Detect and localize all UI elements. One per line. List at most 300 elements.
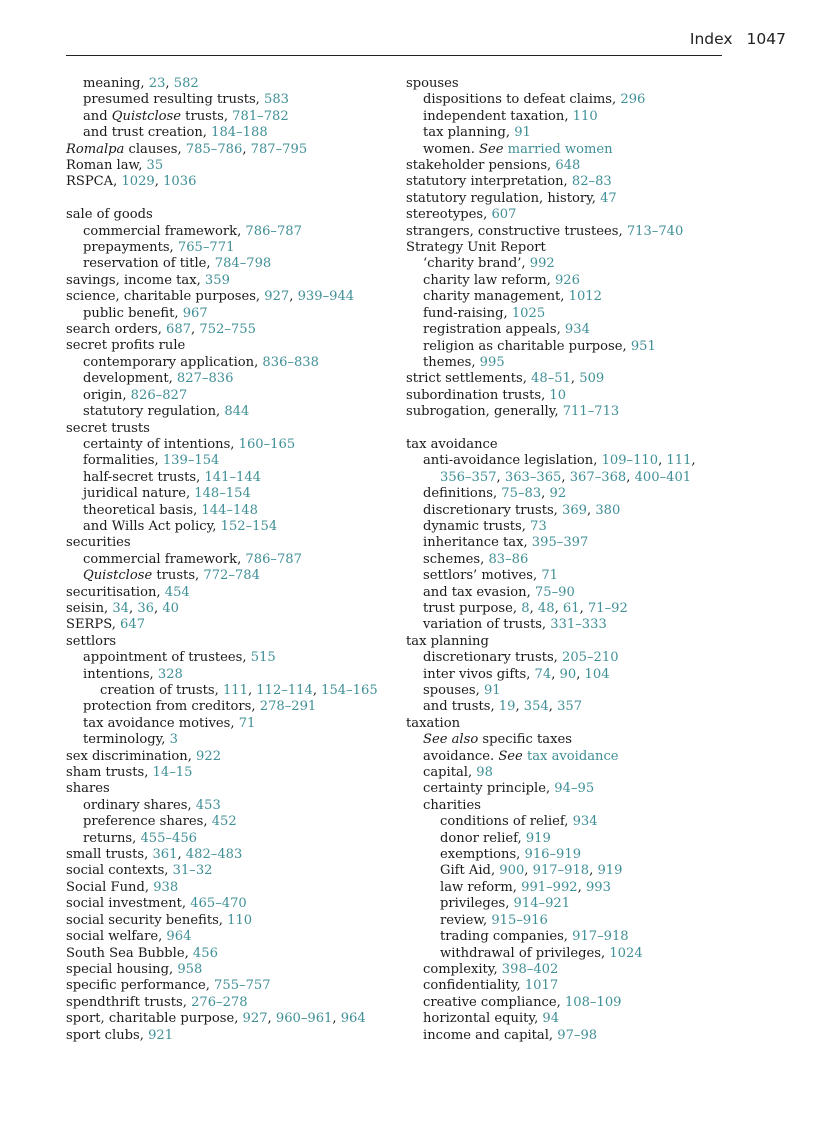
index-subentry (406, 749, 736, 765)
page-reference-link[interactable]: 1017 (524, 978, 559, 994)
page-reference-link[interactable]: 934 (572, 814, 598, 830)
page-reference-link[interactable]: 31–32 (172, 863, 213, 879)
page-reference-link[interactable]: 148–154 (194, 486, 251, 502)
running-head (690, 30, 786, 48)
page-reference-link[interactable]: 361 (152, 847, 178, 863)
page-reference-link[interactable]: 967 (182, 305, 208, 321)
entry-text: science, charitable purposes, (66, 289, 265, 305)
entry-text: , (554, 600, 563, 616)
entry-text: inter vivos gifts, (423, 666, 535, 682)
page-reference-link[interactable]: 367–368 (569, 469, 627, 485)
page-reference-link[interactable]: 951 (630, 338, 656, 354)
page-reference-link[interactable]: 583 (264, 92, 290, 108)
page-reference-link[interactable]: 992 (529, 256, 555, 272)
page-reference-link[interactable]: 94–95 (554, 781, 595, 797)
index-subentry (406, 880, 736, 896)
index-subentry (406, 765, 736, 781)
index-subentry (406, 913, 736, 929)
entry-text: secret trusts (66, 420, 150, 436)
page-reference-link[interactable]: 357 (557, 699, 583, 715)
entry-text: shares (66, 781, 110, 797)
index-subentry (66, 437, 396, 453)
page-reference-link[interactable]: 92 (549, 486, 567, 502)
index-subentry (66, 355, 396, 371)
page-reference-link[interactable]: 205–210 (562, 650, 619, 666)
page-reference-link[interactable]: 919 (597, 863, 623, 879)
entry-text: , (247, 683, 257, 699)
entry-text: clauses, (124, 141, 186, 157)
page-reference-link[interactable]: 154–165 (321, 683, 378, 699)
page-reference-link[interactable]: 47 (600, 190, 617, 206)
index-entry (66, 207, 396, 223)
page-reference-link[interactable]: 465–470 (190, 896, 247, 912)
index-subentry (406, 470, 736, 486)
page-reference-link[interactable]: 395–397 (531, 535, 589, 551)
page-reference-link[interactable]: 455–456 (140, 830, 197, 846)
page-reference-link[interactable]: 755–757 (214, 978, 271, 994)
page-reference-link[interactable]: 110 (572, 108, 598, 124)
index-subentry (406, 617, 736, 633)
page-reference-link[interactable]: 939–944 (297, 289, 355, 305)
entry-text: appointment of trustees, (83, 650, 251, 666)
page-reference-link[interactable]: 109–110 (601, 453, 659, 469)
page-reference-link[interactable]: 400–401 (634, 469, 692, 485)
page-reference-link[interactable]: 711–713 (562, 404, 620, 420)
page-reference-link[interactable]: 687 (166, 322, 192, 338)
entry-text: capital, (423, 765, 477, 781)
page-reference-link[interactable]: 927 (242, 1011, 268, 1027)
page-reference-link[interactable]: 607 (491, 207, 517, 223)
page-reference-link[interactable]: married women (507, 141, 613, 157)
entry-text: protection from creditors, (83, 699, 260, 715)
page-reference-link[interactable]: 713–740 (626, 223, 684, 239)
entry-text: savings, income tax, (66, 272, 205, 288)
index-subentry (406, 355, 736, 371)
index-entry (66, 847, 396, 863)
entry-text: , (529, 600, 538, 616)
entry-text: small trusts, (66, 847, 153, 863)
entry-text: special housing, (66, 961, 178, 977)
page-reference-link[interactable]: 97–98 (557, 1027, 598, 1043)
page-reference-link[interactable]: 784–798 (214, 256, 272, 272)
entry-text: half-secret trusts, (83, 469, 205, 485)
page-reference-link[interactable]: 1024 (609, 945, 643, 961)
entry-text: contemporary application, (83, 354, 263, 370)
page-reference-link[interactable]: 958 (177, 961, 203, 977)
page-reference-link[interactable]: 934 (564, 322, 590, 338)
entry-text: meaning, (83, 76, 149, 91)
entry-text: commercial framework, (83, 223, 246, 239)
page-reference-link[interactable]: 509 (579, 371, 605, 387)
page-reference-link[interactable]: 94 (542, 1011, 560, 1027)
index-entry (66, 289, 396, 305)
index-subentry (406, 306, 736, 322)
entry-text: creative compliance, (423, 994, 565, 1010)
index-entry (406, 174, 736, 190)
index-subentry (406, 585, 736, 601)
index-subentry (66, 404, 396, 420)
page-reference-link[interactable]: 993 (585, 879, 611, 895)
entry-text: spouses, (423, 683, 484, 699)
entry-text: , (242, 141, 251, 157)
entry-text: , (626, 469, 635, 485)
entry-text: ‘charity brand’, (423, 256, 530, 272)
section-title: Index (689, 30, 733, 48)
page-reference-link[interactable]: 765–771 (177, 240, 235, 256)
index-subentry (66, 125, 396, 141)
entry-text: , (548, 699, 558, 715)
page-reference-link[interactable]: 14–15 (152, 765, 193, 781)
page-reference-link[interactable]: 786–787 (245, 551, 302, 567)
index-subentry (406, 142, 736, 158)
page-reference-link[interactable]: 48–51 (531, 371, 571, 387)
index-entry (66, 338, 396, 354)
index-entry (66, 978, 396, 994)
page-reference-link[interactable]: 398–402 (501, 961, 559, 977)
page-reference-link[interactable]: 991–992 (521, 879, 578, 895)
entry-text: privileges, (440, 896, 514, 912)
entry-text: terminology, (83, 732, 170, 748)
page-reference-link[interactable]: 83–86 (488, 551, 529, 567)
page-reference-link[interactable]: 71 (541, 568, 558, 584)
page-reference-link[interactable]: 582 (173, 76, 199, 91)
index-subentry (406, 814, 736, 830)
index-entry (66, 601, 396, 617)
page-reference-link[interactable]: 916–919 (524, 847, 582, 863)
index-entry (66, 781, 396, 797)
page-reference-link[interactable]: 359 (204, 272, 230, 288)
page-reference-link[interactable]: 844 (224, 404, 250, 420)
entry-text: discretionary trusts, (423, 650, 562, 666)
page-reference-link[interactable]: 108–109 (564, 994, 622, 1010)
index-entry (66, 913, 396, 929)
page-reference-link[interactable]: 786–787 (245, 223, 302, 239)
entry-text: schemes, (423, 551, 489, 567)
index-entry (66, 765, 396, 781)
page-reference-link[interactable]: 328 (157, 666, 183, 682)
page-reference-link[interactable]: 1012 (568, 289, 602, 305)
page-reference-link[interactable]: 647 (120, 617, 146, 633)
page-reference-link[interactable]: 369 (562, 502, 587, 518)
page-reference-link[interactable]: 454 (164, 584, 190, 600)
page-reference-link[interactable]: 354 (523, 699, 549, 715)
page-reference-link[interactable]: 82–83 (571, 174, 612, 190)
entry-text: , (576, 666, 585, 682)
page-reference-link[interactable]: 8 (521, 600, 530, 616)
page-reference-link[interactable]: 139–154 (162, 453, 220, 469)
entry-text: variation of trusts, (423, 617, 551, 633)
page-reference-link[interactable]: 144–148 (201, 502, 258, 518)
entry-text: confidentiality, (423, 978, 525, 994)
page-reference-link[interactable]: 836–838 (262, 354, 319, 370)
index-entry (66, 896, 396, 912)
index-subentry (66, 667, 396, 683)
entry-text: registration appeals, (423, 322, 565, 338)
page-reference-link[interactable]: 278–291 (259, 699, 317, 715)
entry-text: dynamic trusts, (423, 518, 531, 534)
index-entry (66, 863, 396, 879)
index-entry (66, 946, 396, 962)
page-reference-link[interactable]: 112–114 (256, 683, 313, 699)
page-reference-link[interactable]: 40 (162, 600, 179, 616)
index-entry (66, 322, 396, 338)
page-reference-link[interactable]: 919 (525, 830, 551, 846)
entry-text: social welfare, (66, 929, 167, 945)
page-reference-link[interactable]: 921 (148, 1027, 174, 1043)
entry-text: , (587, 502, 596, 518)
entry-text: sale of goods (66, 207, 153, 223)
index-subentry (406, 699, 736, 715)
page-reference-link[interactable]: 1029 (121, 174, 155, 190)
page-reference-link[interactable]: 71–92 (587, 600, 628, 616)
index-subentry (406, 831, 736, 847)
page-reference-link[interactable]: 152–154 (220, 518, 278, 534)
entry-text: , (561, 469, 570, 485)
page-reference-link[interactable]: 960–961 (275, 1011, 333, 1027)
entry-text: , (289, 289, 298, 305)
page-reference-link[interactable]: 482–483 (185, 847, 243, 863)
entry-text: certainty of intentions, (83, 436, 239, 452)
entry-text: , (691, 453, 696, 469)
index-entry (66, 535, 396, 551)
index-entry (66, 142, 396, 158)
page-reference-link[interactable]: 3 (169, 732, 178, 748)
italic-term: Quistclose (83, 568, 153, 584)
page-reference-link[interactable]: 356–357 (440, 469, 497, 485)
page-reference-link[interactable]: 48 (537, 600, 555, 616)
page-reference-link[interactable]: 111 (222, 683, 248, 699)
entry-text: securitisation, (66, 584, 165, 600)
entry-text: securities (66, 535, 131, 551)
page-reference-link[interactable]: 917–918 (572, 929, 629, 945)
page-reference-link[interactable]: 453 (195, 797, 221, 813)
index-column-left (66, 76, 396, 1044)
entry-text: SERPS, (66, 617, 121, 633)
page-reference-link[interactable]: 75–90 (534, 584, 575, 600)
index-subentry (406, 683, 736, 699)
entry-text: ordinary shares, (83, 797, 196, 813)
entry-text: origin, (83, 387, 131, 403)
page-reference-link[interactable]: 23 (148, 76, 166, 91)
entry-text: prepayments, (83, 240, 178, 256)
page-reference-link[interactable]: 141–144 (204, 469, 261, 485)
entry-text: conditions of relief, (440, 814, 573, 830)
entry-text: reservation of title, (83, 256, 215, 272)
entry-text: tax avoidance motives, (83, 715, 239, 731)
entry-text: Gift Aid, (440, 863, 500, 879)
page-reference-link[interactable]: 785–786 (185, 141, 243, 157)
index-subentry (66, 470, 396, 486)
entry-text: and trust creation, (83, 125, 212, 141)
page-reference-link[interactable]: 772–784 (203, 568, 260, 584)
index-subentry (66, 683, 396, 699)
index-subentry (406, 125, 736, 141)
page-reference-link[interactable]: 184–188 (211, 125, 268, 141)
page-reference-link[interactable]: 34 (112, 600, 129, 616)
page-reference-link[interactable]: 648 (555, 158, 581, 174)
italic-term: See also (423, 732, 479, 748)
entry-text: anti-avoidance legislation, (423, 453, 602, 469)
page-reference-link[interactable]: 927 (264, 289, 290, 305)
index-subentry (66, 256, 396, 272)
index-subentry (66, 224, 396, 240)
page-reference-link[interactable]: 915–916 (491, 912, 548, 928)
page-reference-link[interactable]: 36 (137, 600, 154, 616)
page-reference-link[interactable]: 91 (514, 125, 531, 141)
page-reference-link[interactable]: 61 (562, 600, 580, 616)
page-reference-link[interactable]: 19 (498, 699, 516, 715)
entry-text: women. (423, 141, 480, 157)
index-subentry (66, 814, 396, 830)
index-entry (406, 224, 736, 240)
page-reference-link[interactable]: 1025 (511, 305, 546, 321)
page-reference-link[interactable]: 964 (166, 929, 192, 945)
entry-text: discretionary trusts, (423, 502, 562, 518)
index-subentry (406, 339, 736, 355)
entry-text: commercial framework, (83, 551, 246, 567)
index-entry (406, 76, 736, 92)
entry-text: , (332, 1011, 341, 1027)
index-subentry (66, 388, 396, 404)
index-subentry (406, 978, 736, 994)
entry-text: sport clubs, (66, 1027, 149, 1043)
entry-text: tax planning (406, 633, 489, 649)
index-subentry (406, 995, 736, 1011)
page-reference-link[interactable]: 110 (227, 912, 253, 928)
index-entry (66, 634, 396, 650)
index-subentry (66, 552, 396, 568)
italic-term: See (498, 748, 523, 764)
page-reference-link[interactable]: 826–827 (130, 387, 188, 403)
entry-text: taxation (406, 715, 461, 731)
page-reference-link[interactable]: 787–795 (250, 141, 308, 157)
index-entry (406, 634, 736, 650)
index-entry (406, 437, 736, 453)
entry-text: public benefit, (83, 305, 183, 321)
page-reference-link[interactable]: 995 (479, 354, 505, 370)
entry-text: theoretical basis, (83, 502, 202, 518)
entry-text: RSPCA, (66, 174, 122, 190)
index-entry (66, 880, 396, 896)
index-entry (66, 174, 396, 190)
index-entry (406, 240, 736, 256)
entry-text: , (579, 600, 588, 616)
page-reference-link[interactable]: 781–782 (232, 108, 289, 124)
entry-text: withdrawal of privileges, (440, 945, 610, 961)
page-reference-link[interactable]: 917–918 (532, 863, 590, 879)
page-reference-link[interactable]: 160–165 (238, 436, 296, 452)
entry-text: Strategy Unit Report (406, 240, 546, 256)
entry-text: specific taxes (478, 732, 572, 748)
page-reference-link[interactable]: 90 (559, 666, 577, 682)
page-reference-link[interactable]: 98 (476, 765, 493, 781)
page-reference-link[interactable]: 35 (146, 158, 164, 174)
page-reference-link[interactable]: 827–836 (176, 371, 234, 387)
page-reference-link[interactable]: 104 (584, 666, 610, 682)
index-subentry (406, 486, 736, 502)
entry-text: formalities, (83, 453, 163, 469)
page-reference-link[interactable]: 922 (196, 748, 222, 764)
index-subentry (66, 716, 396, 732)
page-reference-link[interactable]: 926 (554, 272, 580, 288)
entry-text: horizontal equity, (423, 1011, 543, 1027)
index-subentry (406, 552, 736, 568)
entry-text: presumed resulting trusts, (83, 92, 265, 108)
entry-text: spendthrift trusts, (66, 994, 192, 1010)
entry-text: charities (423, 797, 481, 813)
page-reference-link[interactable]: tax avoidance (526, 748, 619, 764)
index-subentry (66, 519, 396, 535)
page-reference-link[interactable]: 331–333 (550, 617, 607, 633)
entry-text: , (570, 371, 580, 387)
page-reference-link[interactable]: 363–365 (504, 469, 562, 485)
page-reference-link[interactable]: 1036 (163, 174, 197, 190)
index-subentry (66, 109, 396, 125)
index-subentry (66, 453, 396, 469)
entry-text: trading companies, (440, 929, 573, 945)
entry-text: , (165, 76, 174, 91)
entry-text: dispositions to defeat claims, (423, 92, 621, 108)
entry-text: fund-raising, (423, 305, 512, 321)
index-subentry (406, 519, 736, 535)
page-reference-link[interactable]: 73 (530, 518, 547, 534)
page-reference-link[interactable]: 515 (250, 650, 276, 666)
index-entry (406, 158, 736, 174)
entry-text: , (541, 486, 550, 502)
page-reference-link[interactable]: 296 (620, 92, 646, 108)
page-reference-link[interactable]: 752–755 (199, 322, 256, 338)
page-reference-link[interactable]: 900 (499, 863, 525, 879)
index-subentry (66, 798, 396, 814)
index-subentry (66, 568, 396, 584)
page-reference-link[interactable]: 938 (153, 879, 179, 895)
index-subentry (406, 503, 736, 519)
entry-text: preference shares, (83, 814, 212, 830)
page-reference-link[interactable]: 75–83 (501, 486, 542, 502)
index-subentry (406, 650, 736, 666)
entry-text: , (524, 863, 533, 879)
entry-text: subordination trusts, (406, 387, 550, 403)
entry-text: juridical nature, (83, 486, 195, 502)
page-reference-link[interactable]: 111 (666, 453, 692, 469)
page-reference-link[interactable]: 71 (238, 715, 256, 731)
page-reference-link[interactable]: 91 (483, 683, 501, 699)
entry-text: , (191, 322, 200, 338)
page-reference-link[interactable]: 456 (192, 945, 218, 961)
entry-text: exemptions, (440, 847, 525, 863)
entry-text: and (83, 108, 112, 124)
entry-text: themes, (423, 354, 480, 370)
entry-text: religion as charitable purpose, (423, 338, 631, 354)
entry-text: and Wills Act policy, (83, 518, 221, 534)
page-reference-link[interactable]: 914–921 (513, 896, 571, 912)
entry-text: , (496, 469, 505, 485)
entry-text: law reform, (440, 879, 522, 895)
index-entry (66, 585, 396, 601)
page-reference-link[interactable]: 452 (211, 814, 237, 830)
index-subentry (406, 322, 736, 338)
index-entry (406, 404, 736, 420)
entry-text: independent taxation, (423, 108, 573, 124)
page-reference-link[interactable]: 74 (534, 666, 552, 682)
entry-text: income and capital, (423, 1027, 558, 1043)
index-subentry (406, 256, 736, 272)
page-reference-link[interactable]: 964 (340, 1011, 366, 1027)
entry-text: certainty principle, (423, 781, 555, 797)
page-reference-link[interactable]: 276–278 (191, 994, 248, 1010)
page-reference-link[interactable]: 10 (549, 387, 567, 403)
page-reference-link[interactable]: 380 (595, 502, 621, 518)
